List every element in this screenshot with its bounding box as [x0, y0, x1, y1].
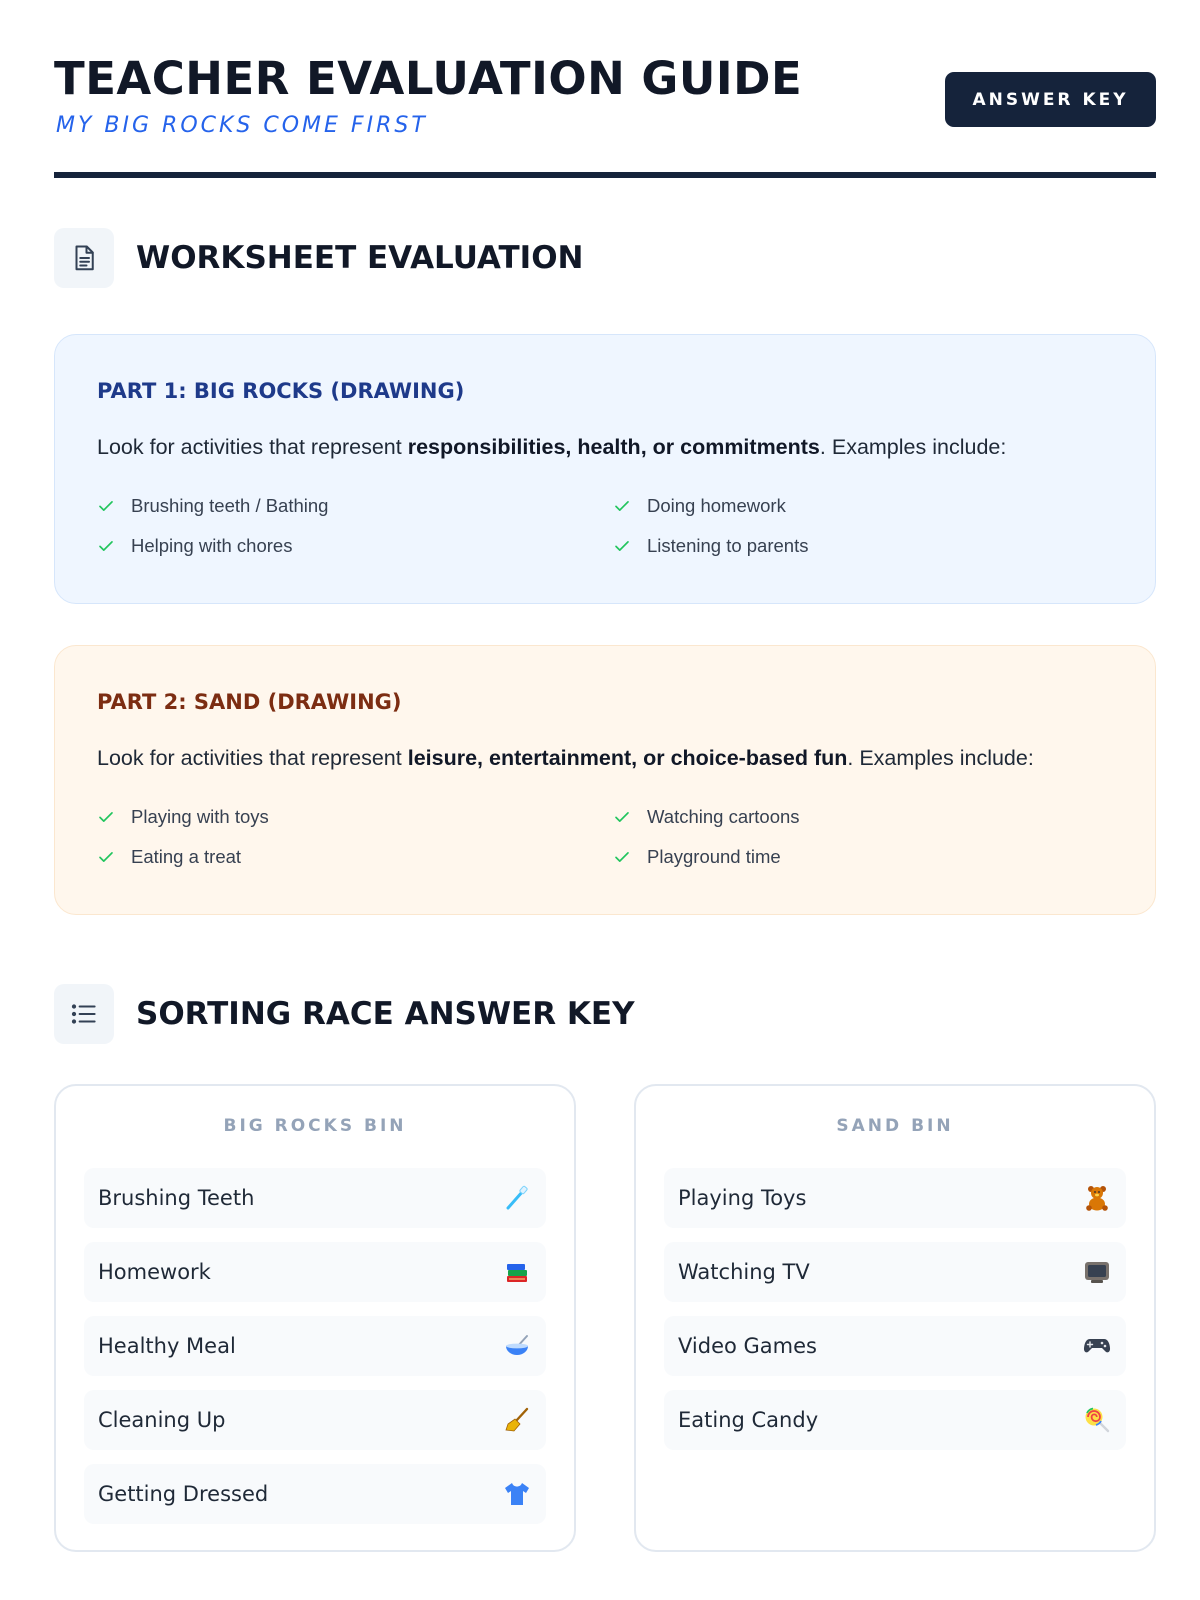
check-icon: [97, 808, 115, 826]
part-1-description: [97, 435, 1006, 460]
toothbrush-icon: [502, 1183, 532, 1213]
game-controller-icon: [1082, 1331, 1112, 1361]
bin-item-brushing-teeth[interactable]: [84, 1168, 546, 1228]
part-2-desc-suffix: . Examples include:: [847, 746, 1034, 770]
sand-bin: [634, 1084, 1156, 1552]
example-label: Eating a treat: [131, 846, 242, 867]
part-2-card: [54, 645, 1156, 915]
broom-icon: [502, 1405, 532, 1435]
bin-item-label: Brushing Teeth: [98, 1186, 255, 1210]
check-icon: [613, 497, 631, 515]
example-label: Playground time: [647, 846, 781, 867]
example-item: [97, 806, 613, 828]
example-label: Playing with toys: [131, 806, 269, 827]
example-item: [613, 495, 1129, 517]
part-2-desc-prefix: Look for activities that represent: [97, 746, 408, 770]
sand-bin-label: SAND BIN: [836, 1116, 954, 1136]
part-2-title: PART 2: SAND (DRAWING): [97, 690, 402, 714]
lollipop-icon: [1082, 1405, 1112, 1435]
example-label: Watching cartoons: [647, 806, 800, 827]
bin-item-playing-toys[interactable]: [664, 1168, 1126, 1228]
sorting-race-title: SORTING RACE ANSWER KEY: [136, 996, 635, 1032]
document-icon: [54, 228, 114, 288]
check-icon: [97, 537, 115, 555]
bin-item-getting-dressed[interactable]: [84, 1464, 546, 1524]
bin-item-cleaning-up[interactable]: [84, 1390, 546, 1450]
example-item: [97, 495, 613, 517]
example-item: [613, 846, 1129, 868]
bin-item-label: Playing Toys: [678, 1186, 807, 1210]
shirt-icon: [502, 1479, 532, 1509]
part-2-examples: [97, 806, 1127, 868]
bowl-icon: [502, 1331, 532, 1361]
answer-key-button[interactable]: ANSWER KEY: [945, 72, 1156, 127]
example-item: [613, 535, 1129, 557]
check-icon: [97, 848, 115, 866]
check-icon: [97, 497, 115, 515]
part-1-desc-suffix: . Examples include:: [819, 435, 1007, 459]
part-2-desc-bold: leisure, entertainment, or choice-based fun: [407, 746, 848, 770]
bin-item-label: Healthy Meal: [98, 1334, 236, 1358]
example-item: [97, 535, 613, 557]
check-icon: [613, 537, 631, 555]
part-1-examples: [97, 495, 1127, 557]
books-icon: [502, 1257, 532, 1287]
bin-item-label: Eating Candy: [678, 1408, 819, 1432]
worksheet-evaluation-heading: [54, 228, 584, 288]
teacher-evaluation-guide-page: [54, 0, 1156, 1506]
example-label: Helping with chores: [131, 535, 293, 556]
example-label: Listening to parents: [647, 535, 809, 556]
sand-bin-items: [664, 1168, 1126, 1464]
bin-item-label: Homework: [98, 1260, 211, 1284]
sorting-race-heading: [54, 984, 635, 1044]
big-rocks-bin-label: BIG ROCKS BIN: [223, 1116, 407, 1136]
bin-item-homework[interactable]: [84, 1242, 546, 1302]
bin-item-label: Watching TV: [678, 1260, 810, 1284]
example-label: Doing homework: [647, 495, 786, 516]
bin-item-label: Getting Dressed: [98, 1482, 269, 1506]
bin-item-eating-candy[interactable]: [664, 1390, 1126, 1450]
part-2-description: [97, 746, 1034, 771]
bin-item-healthy-meal[interactable]: [84, 1316, 546, 1376]
example-item: [97, 846, 613, 868]
bin-item-label: Video Games: [678, 1334, 817, 1358]
bin-item-watching-tv[interactable]: [664, 1242, 1126, 1302]
part-1-title: PART 1: BIG ROCKS (DRAWING): [97, 379, 465, 403]
check-icon: [613, 808, 631, 826]
example-label: Brushing teeth / Bathing: [131, 495, 329, 516]
bin-item-label: Cleaning Up: [98, 1408, 226, 1432]
page-title: TEACHER EVALUATION GUIDE: [54, 52, 803, 105]
bin-item-video-games[interactable]: [664, 1316, 1126, 1376]
page-header: [54, 0, 1156, 178]
television-icon: [1082, 1257, 1112, 1287]
part-1-desc-bold: responsibilities, health, or commitments: [407, 435, 820, 459]
check-icon: [613, 848, 631, 866]
list-icon: [54, 984, 114, 1044]
worksheet-evaluation-title: WORKSHEET EVALUATION: [136, 240, 584, 276]
example-item: [613, 806, 1129, 828]
big-rocks-bin-items: [84, 1168, 546, 1538]
part-1-desc-prefix: Look for activities that represent: [97, 435, 408, 459]
big-rocks-bin: [54, 1084, 576, 1552]
teddy-bear-icon: [1082, 1183, 1112, 1213]
page-subtitle: MY BIG ROCKS COME FIRST: [56, 113, 428, 138]
part-1-card: [54, 334, 1156, 604]
